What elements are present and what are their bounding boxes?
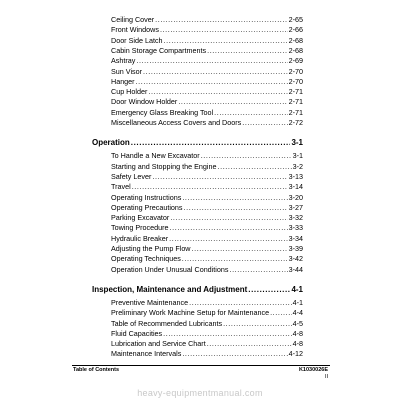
dot-leader xyxy=(170,213,287,222)
footer-divider xyxy=(72,365,330,366)
toc-entry[interactable] xyxy=(111,162,303,171)
dot-leader xyxy=(143,67,288,76)
toc-entry-label: To Handle a New Excavator xyxy=(111,151,200,161)
toc-section-heading-page-number: 4-1 xyxy=(291,284,303,294)
toc-entry[interactable] xyxy=(111,97,303,106)
toc-entry-label: Travel xyxy=(111,182,131,192)
toc-entry-page-number: 3-2 xyxy=(292,161,303,171)
toc-entry-label: Ceiling Cover xyxy=(111,15,155,24)
toc-entry-page-number: 3-13 xyxy=(288,171,303,181)
toc-entry-label: Preventive Maintenance xyxy=(111,297,189,307)
toc-entry-page-number: 3-27 xyxy=(288,202,303,212)
toc-entry-label: Cabin Storage Compartments xyxy=(111,45,207,55)
toc-entry-page-number: 3-14 xyxy=(288,182,303,192)
toc-entry-page-number: 2-68 xyxy=(288,35,303,45)
toc-entry[interactable] xyxy=(111,319,303,328)
toc-entry-page-number: 3-39 xyxy=(288,244,303,253)
toc-entry[interactable] xyxy=(111,254,303,263)
dot-leader xyxy=(192,244,288,253)
dot-leader xyxy=(248,285,290,295)
toc-entry-label: Operating Techniques xyxy=(111,254,181,264)
toc-section-heading-label: Operation xyxy=(92,138,130,148)
toc-entry[interactable] xyxy=(111,172,303,181)
toc-entry-label: Operating Instructions xyxy=(111,192,182,202)
dot-leader xyxy=(163,329,291,338)
dot-leader xyxy=(182,193,287,202)
toc-entry[interactable] xyxy=(111,151,303,160)
toc-entry-page-number: 3-20 xyxy=(288,192,303,202)
toc-entry-page-number: 3-1 xyxy=(292,151,303,161)
dot-leader xyxy=(148,87,287,96)
dot-leader xyxy=(178,97,287,106)
dot-leader xyxy=(218,162,292,171)
dot-leader xyxy=(164,36,288,45)
toc-section-heading[interactable] xyxy=(92,285,303,295)
toc-entry[interactable] xyxy=(111,108,303,117)
toc-entry-label: Parking Excavator xyxy=(111,213,170,223)
toc-entry-page-number: 4-5 xyxy=(292,318,303,328)
toc-entry-page-number: 2-65 xyxy=(288,15,303,24)
dot-leader xyxy=(152,172,287,181)
toc-entry-label: Door Side Latch xyxy=(111,35,163,45)
toc-entry[interactable] xyxy=(111,244,303,253)
toc-entry[interactable] xyxy=(111,46,303,55)
dot-leader xyxy=(155,15,287,24)
toc-entry-page-number: 3-42 xyxy=(288,254,303,264)
toc-entry-page-number: 2-71 xyxy=(288,97,303,107)
footer-title: Table of Contents xyxy=(73,367,120,373)
watermark: heavy-equipmentmanual.com xyxy=(137,388,263,398)
toc-entry-label: Table of Recommended Lubricants xyxy=(111,318,223,328)
dot-leader xyxy=(242,118,287,127)
toc-entry-label: Preliminary Work Machine Setup for Maintenance xyxy=(111,308,270,318)
dot-leader xyxy=(169,234,287,243)
toc-entry-page-number: 2-70 xyxy=(288,76,303,86)
toc-section-heading-label: Inspection, Maintenance and Adjustment xyxy=(92,284,248,294)
toc-entry[interactable] xyxy=(111,203,303,212)
dot-leader xyxy=(170,223,288,232)
dot-leader xyxy=(132,182,288,191)
dot-leader xyxy=(184,203,288,212)
toc-entry[interactable] xyxy=(111,56,303,65)
toc-entry[interactable] xyxy=(111,193,303,202)
toc-entry-page-number: 2-71 xyxy=(288,107,303,117)
toc-entry-label: Operation Under Unusual Conditions xyxy=(111,264,229,274)
dot-leader xyxy=(189,298,291,307)
toc-entry-label: Sun Visor xyxy=(111,66,143,76)
toc-entry-page-number: 3-32 xyxy=(288,213,303,223)
toc-entry-page-number: 2-68 xyxy=(288,45,303,55)
dot-leader xyxy=(229,265,287,274)
dot-leader xyxy=(270,308,292,317)
toc-section-heading[interactable] xyxy=(92,138,303,148)
toc-entry[interactable] xyxy=(111,223,303,232)
toc-entry[interactable] xyxy=(111,339,303,348)
toc-entry[interactable] xyxy=(111,329,303,338)
toc-entry-label: Starting and Stopping the Engine xyxy=(111,161,217,171)
toc-entry-label: Maintenance Intervals xyxy=(111,349,182,359)
toc-entry-label: Adjusting the Pump Flow xyxy=(111,244,191,253)
toc-entry[interactable] xyxy=(111,308,303,317)
dot-leader xyxy=(182,349,287,358)
toc-entry-label: Hanger xyxy=(111,76,135,86)
toc-entry-label: Safety Lever xyxy=(111,171,152,181)
toc-entry-page-number: 4-1 xyxy=(292,297,303,307)
toc-entry[interactable] xyxy=(111,265,303,274)
footer-document-code: K1030026E xyxy=(298,367,328,373)
dot-leader xyxy=(136,77,288,86)
toc-entry-label: Fluid Capacities xyxy=(111,328,163,338)
toc-entry-page-number: 4-8 xyxy=(292,328,303,338)
dot-leader xyxy=(182,254,288,263)
toc-entry-label: Miscellaneous Access Covers and Doors xyxy=(111,118,242,127)
toc-entry[interactable] xyxy=(111,234,303,243)
toc-entry[interactable] xyxy=(111,77,303,86)
toc-entry-label: Emergency Glass Breaking Tool xyxy=(111,107,214,117)
toc-entry-label: Cup Holder xyxy=(111,87,148,97)
toc-entry-label: Ashtray xyxy=(111,56,136,66)
toc-entry-page-number: 3-44 xyxy=(288,264,303,274)
footer-page-number: II xyxy=(324,374,328,380)
toc-section-heading-page-number: 3-1 xyxy=(291,138,303,148)
toc-entry-label: Front Windows xyxy=(111,25,159,35)
toc-entry-page-number: 2-69 xyxy=(288,56,303,66)
toc-entry-label: Lubrication and Service Chart xyxy=(111,339,206,349)
toc-entry-page-number: 4-4 xyxy=(292,308,303,318)
toc-entry[interactable] xyxy=(111,298,303,307)
toc-entry-page-number: 2-66 xyxy=(288,25,303,35)
toc-entry[interactable] xyxy=(111,25,303,34)
toc-entry-page-number: 4-8 xyxy=(292,339,303,349)
dot-leader xyxy=(214,108,287,117)
dot-leader xyxy=(223,319,292,328)
toc-entry[interactable] xyxy=(111,15,303,24)
toc-entry-page-number: 2-70 xyxy=(288,66,303,76)
toc-entry-page-number: 4-12 xyxy=(288,349,303,359)
toc-entry[interactable] xyxy=(111,36,303,45)
toc-entry-page-number: 2-72 xyxy=(288,118,303,127)
toc-entry-label: Towing Procedure xyxy=(111,223,169,233)
toc-entry-label: Operating Precautions xyxy=(111,202,183,212)
toc-entry[interactable] xyxy=(111,349,303,358)
toc-entry-page-number: 3-33 xyxy=(288,223,303,233)
dot-leader xyxy=(160,25,288,34)
dot-leader xyxy=(207,46,288,55)
toc-entry[interactable] xyxy=(111,182,303,191)
dot-leader xyxy=(207,339,292,348)
toc-entry-label: Door Window Holder xyxy=(111,97,178,107)
toc-entry-page-number: 3-34 xyxy=(288,233,303,243)
dot-leader xyxy=(131,138,291,148)
dot-leader xyxy=(136,56,287,65)
toc-entry[interactable] xyxy=(111,67,303,76)
toc-entry[interactable] xyxy=(111,118,303,127)
dot-leader xyxy=(201,151,292,160)
toc-entry-label: Hydraulic Breaker xyxy=(111,233,169,243)
toc-entry[interactable] xyxy=(111,213,303,222)
toc-entry[interactable] xyxy=(111,87,303,96)
toc-entry-page-number: 2-71 xyxy=(288,87,303,97)
